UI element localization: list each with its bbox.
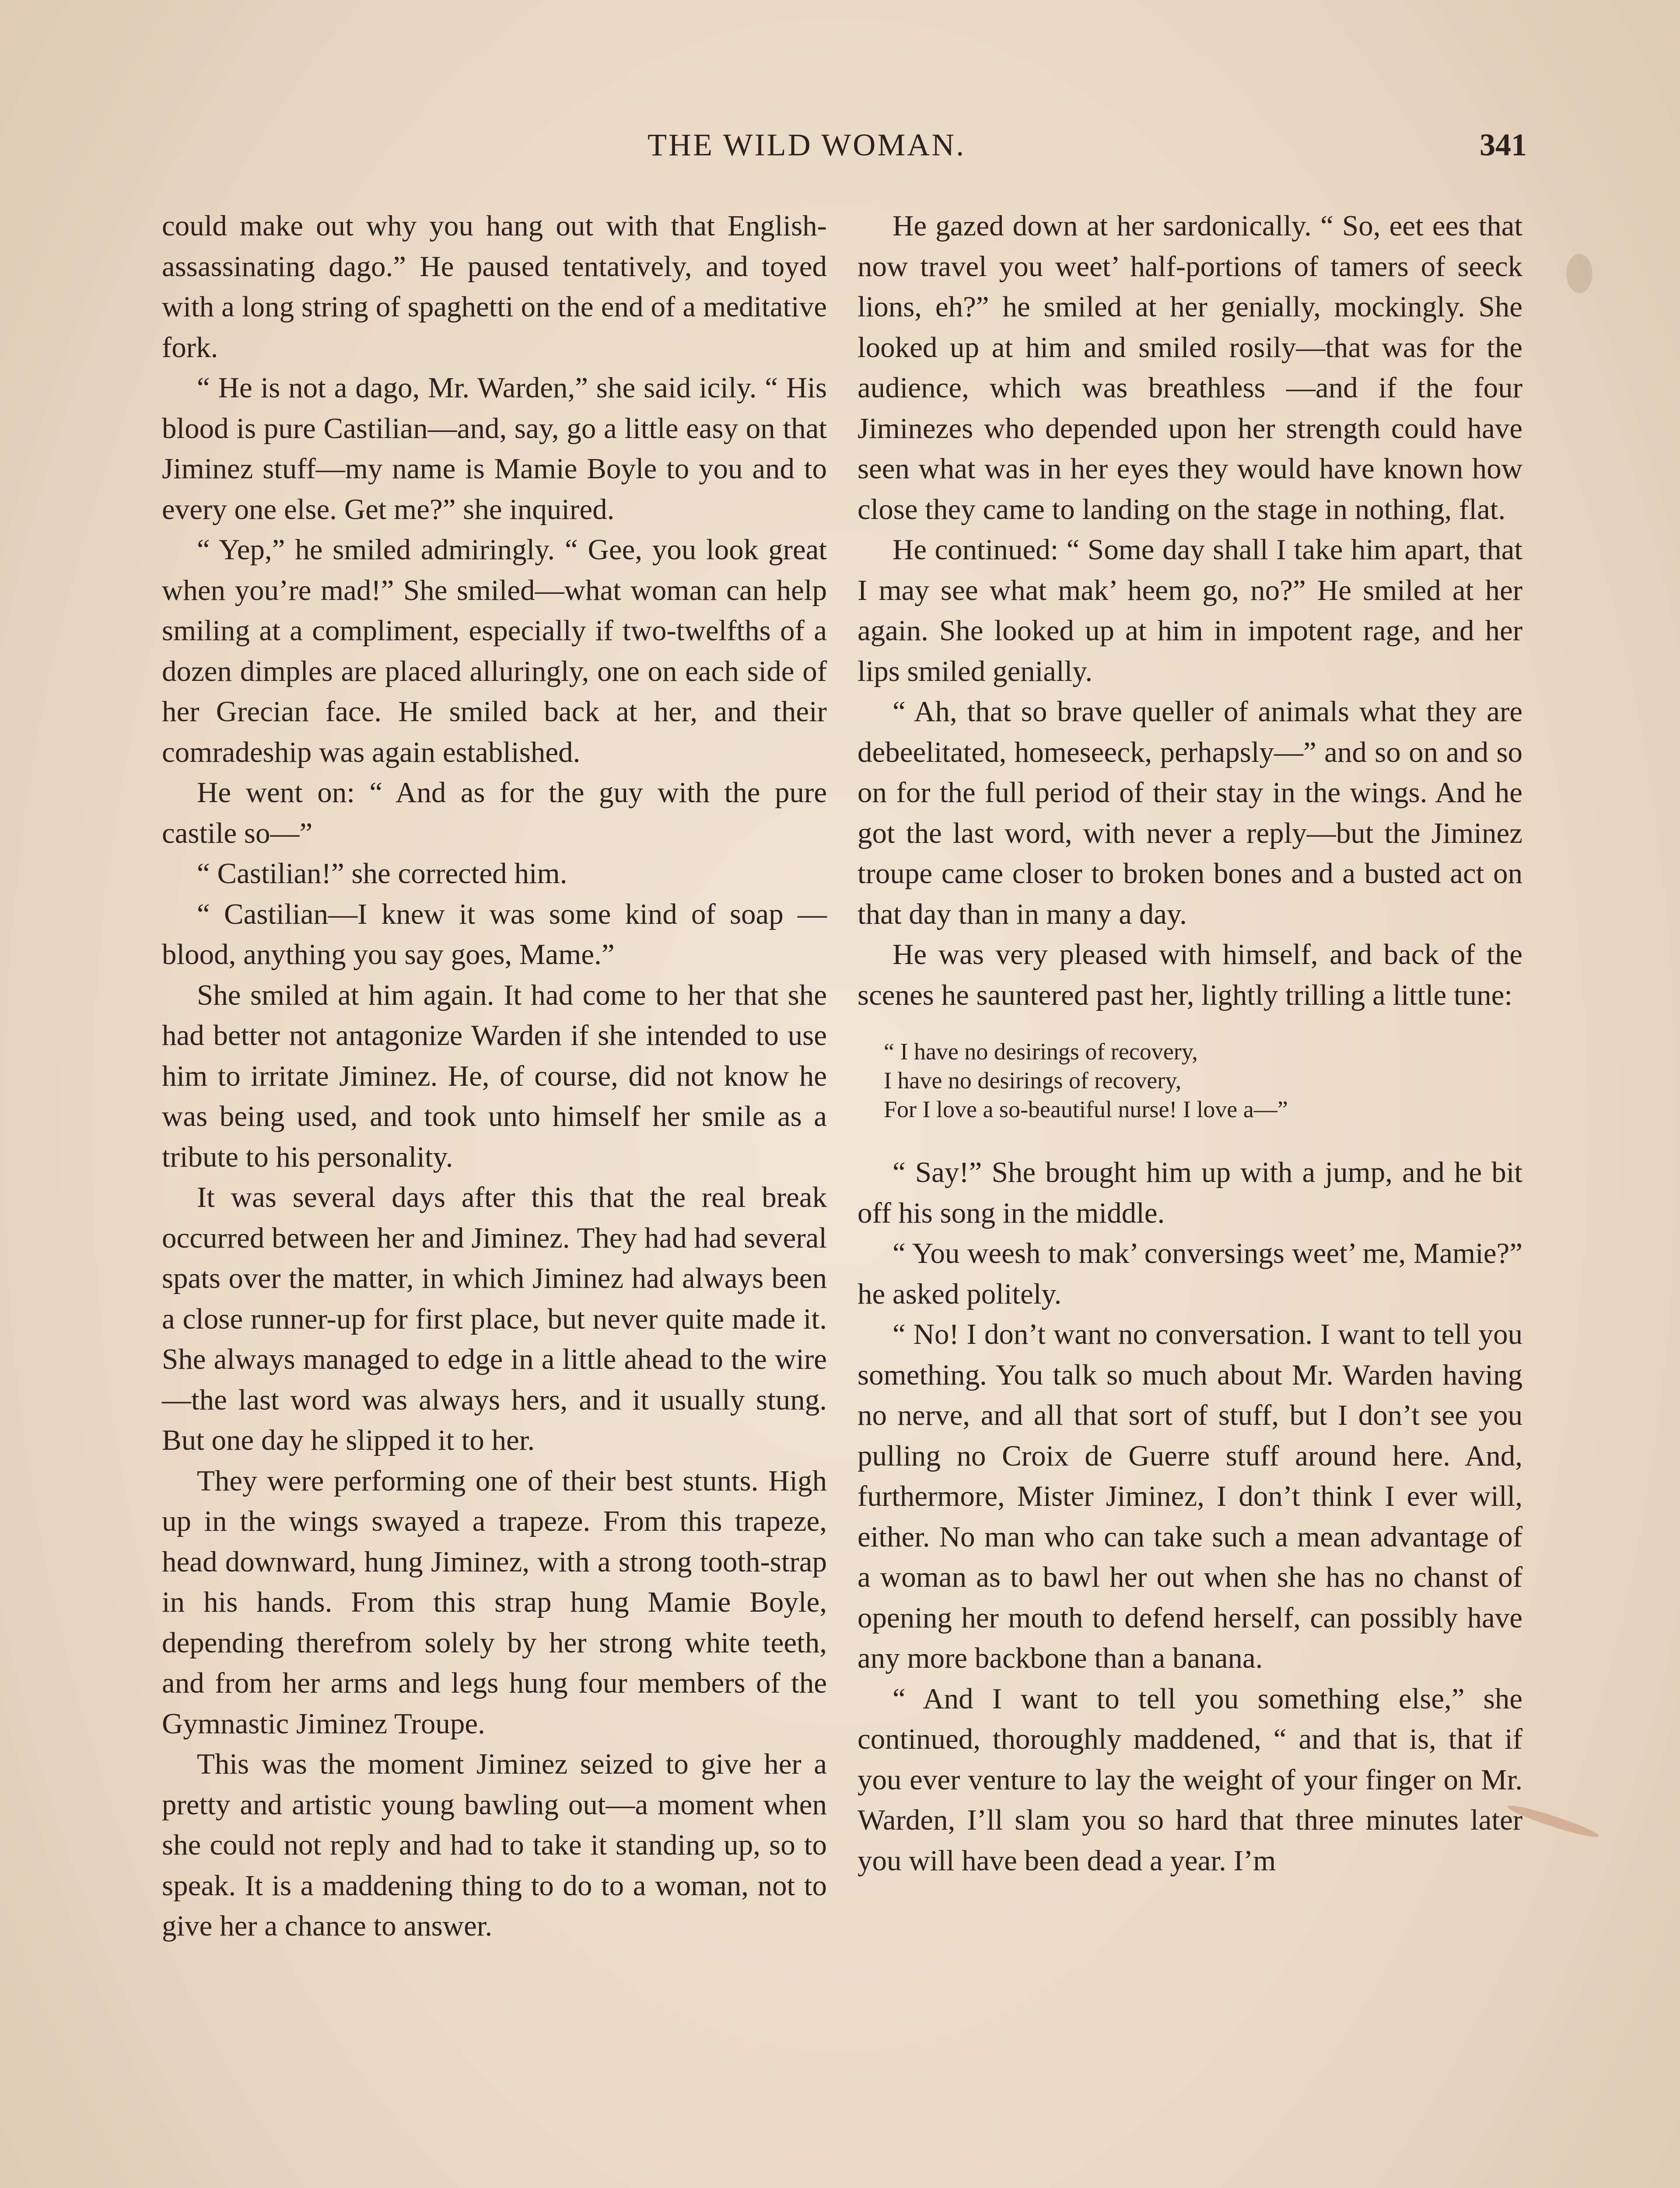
verse-line: I have no desirings of recovery,	[884, 1067, 1182, 1094]
paragraph: “ Yep,” he smiled admiringly. “ Gee, you look great when you’re mad!” She smiled—what woman can help smiling at a compliment, especially if two-twelfths of a dozen dimples are placed alluringly, one on each side of her Grecian face. He smiled back at her, and their comradeship was again established.	[162, 533, 827, 768]
paragraph: He gazed down at her sardonically. “ So, eet ees that now travel you weet’ half-portions of tamers of seeck lions, eh?” he smiled at her genially, mockingly. She looked up at him and smiled rosily—that was for the audience, which was breathless —and if the four Jiminezes who depended upon her strength could have seen what was in her eyes they would have known how close they came to landing on the stage in nothing, flat.	[858, 210, 1522, 526]
paragraph: “ Ah, that so brave queller of animals what they are debeelitated, homeseeck, perhapsly—” and so on and so on for the full period of their stay in the wings. And he got the last word, with never a reply—but the Jiminez troupe came closer to broken bones and a busted act on that day than in many a day.	[858, 695, 1522, 930]
paragraph: “ No! I don’t want no conversation. I want to tell you something. You talk so much about Mr. Warden having no nerve, and all that sort of stuff, but I don’t see you pulling no Croix de Guerre stuff around here. And, furthermore, Mister Jiminez, I don’t think I ever will, either. No man who can take such a mean advantage of a woman as to bawl her out when she has no chanst of opening her mouth to defend herself, can possibly have any more backbone than a banana.	[858, 1318, 1522, 1674]
verse-line: “ I have no desirings of recovery,	[884, 1038, 1198, 1065]
paragraph: He went on: “ And as for the guy with the pure castile so—”	[162, 776, 827, 849]
paragraph: “ Say!” She brought him up with a jump, and he bit off his song in the middle.	[858, 1156, 1522, 1229]
running-header	[149, 127, 1527, 175]
paragraph: He continued: “ Some day shall I take him apart, that I may see what mak’ heem go, no?” He smiled at her again. She looked up at him in impotent rage, and her lips smiled genially.	[858, 533, 1522, 687]
right-column	[858, 206, 1522, 1881]
paragraph: “ And I want to tell you something else,” she continued, thoroughly maddened, “ and that is, that if you ever venture to lay the weight of your finger on Mr. Warden, I’ll slam you so hard that three minutes later you will have been dead a year. I’m	[858, 1682, 1522, 1877]
paragraph: This was the moment Jiminez seized to give her a pretty and artistic young bawling out—a moment when she could not reply and had to take it standing up, so to speak. It is a maddening thing to do to a woman, not to give her a chance to answer.	[162, 1748, 827, 1942]
paragraph: It was several days after this that the real break occurred between her and Jiminez. They had had several spats over the matter, in which Jiminez had always been a close runner-up for first place, but never quite made it. She always managed to edge in a little ahead to the wire—the last word was always hers, and it usually stung. But one day he slipped it to her.	[162, 1181, 827, 1456]
paragraph: could make out why you hang out with that English-assassinating dago.” He paused tentatively, and toyed with a long string of spaghetti on the end of a meditative fork.	[162, 210, 827, 364]
paragraph: She smiled at him again. It had come to her that she had better not antagonize Warden if she intended to use him to irritate Jiminez. He, of course, did not know he was being used, and took unto himself her smile as a tribute to his personality.	[162, 978, 827, 1173]
paragraph: “ You weesh to mak’ conversings weet’ me, Mamie?” he asked politely.	[858, 1237, 1522, 1310]
paragraph: He was very pleased with himself, and back of the scenes he sauntered past her, lightly trilling a little tune:	[858, 938, 1522, 1011]
paragraph: They were performing one of their best stunts. High up in the wings swayed a trapeze. From this trapeze, head downward, hung Jiminez, with a strong tooth-strap in his hands. From this strap hung Mamie Boyle, depending therefrom solely by her strong white teeth, and from her arms and legs hung four members of the Gymnastic Jiminez Troupe.	[162, 1464, 827, 1740]
left-column	[162, 206, 827, 1946]
page-number: 341	[1480, 127, 1527, 162]
paper-stain	[1566, 254, 1592, 293]
paragraph: “ Castilian—I knew it was some kind of soap — blood, anything you say goes, Mame.”	[162, 898, 827, 971]
song-verse	[884, 1037, 1522, 1124]
verse-line: For I love a so-beautiful nurse! I love a—”	[884, 1096, 1288, 1122]
running-title: THE WILD WOMAN.	[648, 127, 966, 162]
paragraph: “ He is not a dago, Mr. Warden,” she said icily. “ His blood is pure Castilian—and, say, go a little easy on that Jiminez stuff—my name is Mamie Boyle to you and to every one else. Get me?” she inquired.	[162, 372, 827, 526]
paragraph: “ Castilian!” she corrected him.	[197, 857, 567, 890]
